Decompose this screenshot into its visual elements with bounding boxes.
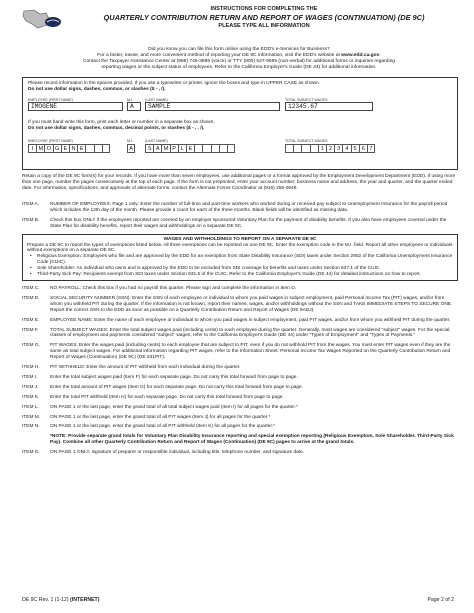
comb-cell: M [161,144,169,153]
item-n-code: ITEM N. [22,424,40,430]
item-instructions [22,202,458,460]
header-line1: INSTRUCTIONS FOR COMPLETING THE [210,6,318,12]
item-m-text: ON PAGE 1 or the last page, enter the grand total of all PIT wages (Item J) for all pages for the quarter.* [50,414,271,420]
grand-total-note-text: *NOTE: Provide separate grand totals for Voluntary Plan Disability Insurance reporting and special exemption reporting (Religious Exemption, Sole Shareholder, Third-Party Sick Pay). Combine all other Quarterly Contribution Return and Report of Wages (Continuation) (DE 9C) pages to arrive at the grand totals. [50,434,454,446]
item-i-code: ITEM I. [22,374,38,380]
item-f-code: ITEM F. [22,327,39,333]
comb-cell: A [153,144,161,153]
typewriter-instructions: Please record information in the spaces provided. If you use a typewriter or printer, ignore the boxes and type in UPPER CASE as shown. [28,81,320,86]
label-last-name-2: (LAST NAME) [145,139,168,143]
item-i [22,375,458,381]
separate-de9c-title: WAGES AND WITHHOLDINGS TO REPORT ON A SEPARATE DE 9C [163,236,317,242]
item-a-text: NUMBER OF EMPLOYEES: Page 1 only: Enter the number of full-time and part-time workers who worked during or received pay subject to Unemployment Insurance for the payroll period which includes the 12th day of the month. Please provide a count for each of the three months. Blank fields will be identified as missing data. [50,202,448,213]
separate-de9c-intro: Prepare a DE 9C to report the types of exemptions listed below. All three exemptions can be reported on one DE 9C. Enter the exemption code in the M.I. field. Report all other employees or individuals without exemptions on a separate DE 9C. [27,242,453,254]
item-i-text: Enter the total subject wages paid (Item F) for each separate page. Do not carry this total forward from page to page. [50,374,298,380]
form-title: QUARTERLY CONTRIBUTION RETURN AND REPORT OF WAGES (CONTINUATION) (DE 9C) [103,13,425,22]
label-total-wages: TOTAL SUBJECT WAGES [285,98,328,102]
comb-cell: 6 [359,144,367,153]
item-e-text: EMPLOYEE NAME: Enter the name of each employee or individual to whom you paid wages in subject employment, paid PIT wages, and/or from whom you withheld PIT during the quarter. [50,317,451,323]
item-e [22,318,458,324]
religious-exemption-bullet: • Religious Exemption: Employees who file and are approved by the EDD for an exemption from State Disability Insurance (SDI) taxes under Section 2902 of the California Unemployment Insurance Code (CUIC). [27,254,453,266]
comb-cell: E [77,144,85,153]
grand-total-note [22,434,458,446]
item-e-code: ITEM E. [22,317,40,323]
label-total-wages-2: TOTAL SUBJECT WAGES [285,139,328,143]
comb-cell: 5 [351,144,359,153]
item-h-text: PIT WITHHELD: Enter the amount of PIT withheld from each individual during the quarter. [50,365,241,371]
item-n [22,424,458,430]
item-o-text: ON PAGE 1 ONLY, signature of preparer or responsible individual, including title, telephone number, and signature date. [50,450,305,456]
comb-cell [94,144,102,153]
header-line3: PLEASE TYPE ALL INFORMATION [218,23,310,29]
item-b [22,218,458,230]
label-mi-2: M.I. [127,139,133,143]
item-g-code: ITEM G. [22,343,40,349]
item-k [22,395,458,401]
typed-total-wages: 12345.67 [285,102,373,111]
hw-total-wages [285,144,375,153]
item-g-text: PIT WAGES: Enter the wages paid (including cents) to each employee that are subject to PIT, even if you do not withhold PIT from the wages. You must enter PIT wages even if they are the same as total subject wages. For additional information regarding PIT wages, refer to the Information Sheet: Personal Income Tax Wages Reported on the Quarterly Contribution Return and Report of Wages (Continuation) (DE 9C) (DE 231PIT). [50,343,451,361]
intro-line1: Did you know you can file this form online using the EDD's e-Services for Business? [148,47,330,52]
typewriter-warning: Do not use dollar signs, dashes, commas, or slashes ($ - , /). [28,87,166,92]
item-m-code: ITEM M. [22,414,41,420]
item-k-code: ITEM K. [22,394,40,400]
item-o-code: ITEM O. [22,450,40,456]
comb-cell: G [53,144,61,153]
item-c-code: ITEM C. [22,285,40,291]
item-g [22,343,458,361]
comb-cell: 1 [318,144,326,153]
hw-mi [127,144,135,153]
comb-cell [227,144,235,153]
intro-text [24,47,454,71]
comb-cell: E [61,144,69,153]
comb-cell: 2 [326,144,334,153]
item-b-code: ITEM B. [22,217,40,223]
item-f-text: TOTAL SUBJECT WAGES: Enter the total subject wages paid (including cents) to each employee during the quarter. Generally, most wages are considered "subject" wages. For the special classes of employment and payments considered "subject" wages, refer to the California Employer's Guide (DE 44) under "Types of Employment" and "Types of Payments." [50,327,450,339]
comb-cell: A [127,144,135,153]
comb-cell: 3 [334,144,342,153]
edd-logo [20,8,62,30]
comb-cell [301,144,309,153]
label-first-name-2: EMPLOYEE (FIRST NAME) [28,139,73,143]
edd-website-link[interactable]: www.edd.ca.gov [341,53,380,59]
comb-cell [194,144,202,153]
entry-example-box [22,77,458,170]
typed-first-name: IMOGENE [28,102,123,111]
comb-cell: L [178,144,186,153]
handwrite-instructions: If you must hand write this form, print each letter or number in a separate box as shown. [28,120,215,125]
item-f [22,328,458,340]
item-a-code: ITEM A. [22,202,40,207]
item-l [22,405,458,411]
item-j [22,385,458,391]
item-l-text: ON PAGE 1 or the last page, enter the grand total of all total subject wages paid (Item I) for all pages for the quarter.* [50,404,298,410]
page-number: Page 2 of 2 [427,597,454,603]
comb-cell [293,144,301,153]
item-b-text: Check this box ONLY if the employees reported are covered by an employer sponsored Voluntary Plan for the payment of disability benefits. If you also have employees covered under the State Plan for disability benefits, report their wages and withholdings on a separate DE 9C. [50,217,447,229]
item-a [22,202,458,214]
item-h [22,365,458,371]
comb-cell: 7 [367,144,375,153]
intro-line3: Contact the Taxpayer Assistance Center at (888) 745-3886 (voice) or TTY (800) 547-9565 (non-verbal) for additional forms or inquiries regarding [82,59,396,65]
item-k-text: Enter the total PIT withheld (Item H) for each separate page. Do not carry this total forward from page to page. [50,394,284,400]
item-h-code: ITEM H. [22,365,40,371]
comb-cell: E [186,144,194,153]
comb-cell [211,144,219,153]
separate-de9c-box [22,234,458,281]
handwrite-warning: Do not use dollar signs, dashes, commas, decimal points, or slashes ($ - , . /). [28,126,205,131]
item-d-text: SOCIAL SECURITY NUMBER (SSN): Enter the SSN of each employee or individual to whom you paid wages in subject employment, paid Personal Income Tax (PIT) wages, and/or from whom you withheld PIT during the quarter. If the information is not known, report their names, wages, and/or withholdings without the SSN and TAKE IMMEDIATE STEPS TO SECURE ONE. Report the correct SSN to the EDD as soon as possible on a Quarterly Contribution Return and Report of Wages (DE 9ADJ). [50,295,453,313]
item-c-text: NO PAYROLL: Check this box if you had no payroll this quarter. Please sign and complete the information in Item O. [50,285,297,291]
comb-cell: P [170,144,178,153]
third-party-sick-pay-bullet: • Third-Party Sick Pay: Recipients exempt from SDI taxes under Section 931.5 of the CUIC. Refer to the California Employer's Guide (DE 44) for detailed instructions on how to report. [27,272,453,278]
comb-cell [310,144,318,153]
typed-last-name: SAMPLE [145,102,280,111]
intro-line4: reporting wages or the subject status of employees. Refer to the California Employer's Guide (DE 44) for additional information. [101,65,377,71]
intro-line2: For a faster, easier, and more convenient method of reporting your DE 9C information, visit the EDD's website at www.edd.ca.gov. [97,53,381,59]
retain-copy-paragraph: Retain a copy of the DE 9C form(s) for your records. If you have more than seven employees, use additional pages or a format approved by the Employment Development Department (EDD). If using more than one page, number the pages consecutively at the top of each page. If the form is not preprinted, enter your account number, business name and address, the year and quarter, and the quarter ended date. For information, specifications, and approvals of alternate forms, contact the Alternate Forms Coordinator at (916) 255-0649. [22,174,456,191]
comb-cell [85,144,93,153]
comb-cell: 4 [342,144,350,153]
label-last-name: (LAST NAME) [145,98,168,102]
typed-mi: A [127,102,141,111]
hw-first-name [28,144,110,153]
item-m [22,415,458,421]
form-revision-tag: (INTERNET) [70,597,100,603]
item-o [22,450,458,456]
page-footer [22,597,454,603]
intro-line2-text: For a faster, easier, and more convenient method of reporting your DE 9C information, visit the EDD's website at [97,53,342,59]
item-n-text: ON PAGE 1 or the last page, enter the grand total of all PIT withheld (Item K) for all pages for the quarter.* [50,424,275,430]
item-j-code: ITEM J. [22,384,39,390]
hw-last-name [145,144,235,153]
sole-shareholder-bullet: • Sole Shareholder: An individual who owns and is approved by the EDD to be excluded from SDI coverage for benefits and taxes under Section 637.1 of the CUIC. [27,266,453,272]
comb-cell: O [44,144,52,153]
comb-cell: I [28,144,36,153]
item-d [22,296,458,314]
comb-cell: N [69,144,77,153]
comb-cell [219,144,227,153]
item-l-code: ITEM L. [22,404,39,410]
item-d-code: ITEM D. [22,295,40,301]
form-header [70,6,458,29]
item-c [22,286,458,292]
comb-cell [202,144,210,153]
comb-cell [102,144,110,153]
item-j-text: Enter the total amount of PIT wages (Item G) for each separate page. Do not carry this total forward from page to page. [50,384,303,390]
comb-cell [285,144,293,153]
label-mi: M.I. [127,98,133,102]
comb-cell: M [36,144,44,153]
comb-cell: S [145,144,153,153]
form-revision [22,597,99,603]
label-first-name: EMPLOYEE (FIRST NAME) [28,98,73,102]
form-revision-text: DE 9C Rev. 1 (1-12) [22,597,71,603]
